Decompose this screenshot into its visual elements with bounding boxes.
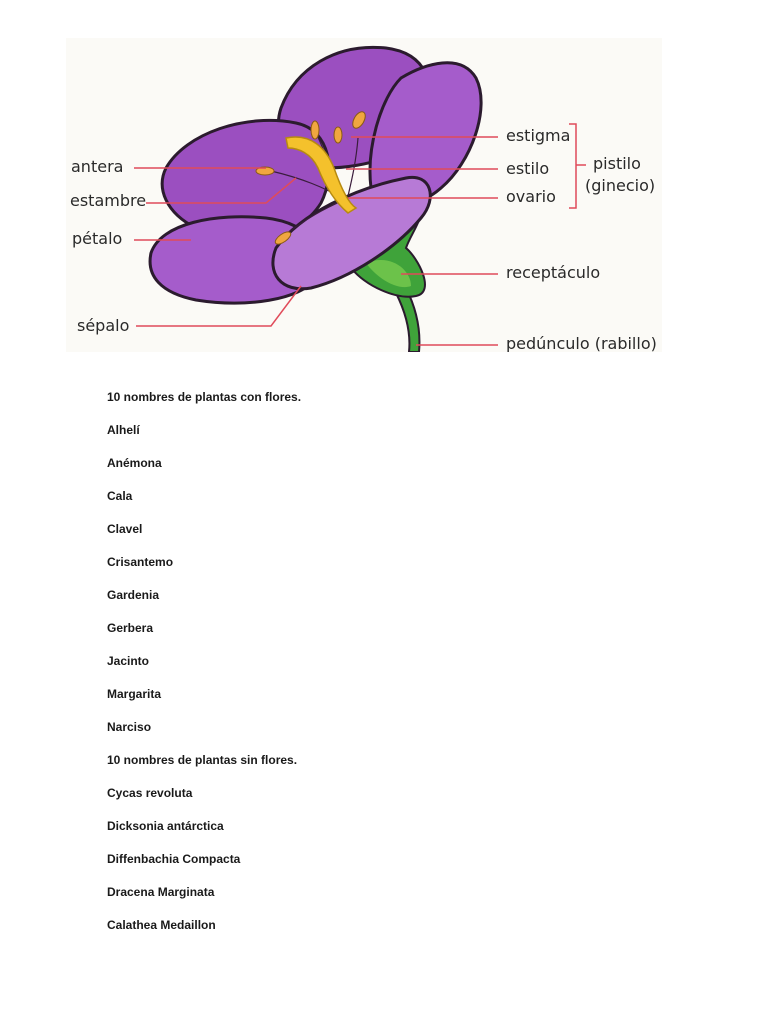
list-item: Jacinto — [107, 654, 150, 668]
label-ginecio: (ginecio) — [585, 176, 656, 195]
flower-diagram — [66, 38, 662, 352]
list-item: Anémona — [107, 456, 162, 470]
anther-5 — [334, 127, 342, 143]
list-item: Margarita — [107, 687, 162, 701]
label-antera: antera — [71, 157, 124, 176]
list-item: Diffenbachia Compacta — [107, 852, 241, 866]
label-pedunculo: pedúnculo (rabillo) — [506, 334, 657, 352]
label-estigma: estigma — [506, 126, 571, 145]
label-estambre: estambre — [70, 191, 147, 210]
with-flowers-title: 10 nombres de plantas con flores. — [107, 390, 302, 404]
plant-lists — [107, 388, 301, 949]
label-receptaculo: receptáculo — [506, 263, 601, 282]
label-petalo: pétalo — [72, 229, 123, 248]
without-flowers-title: 10 nombres de plantas sin flores. — [107, 753, 298, 767]
list-item: Clavel — [107, 522, 143, 536]
list-item: Gerbera — [107, 621, 154, 635]
list-item: Narciso — [107, 720, 152, 734]
list-item: Gardenia — [107, 588, 160, 602]
label-ovario: ovario — [506, 187, 556, 206]
anther-3 — [311, 121, 319, 139]
list-item: Calathea Medaillon — [107, 918, 216, 932]
list-item: Dicksonia antárctica — [107, 819, 224, 833]
label-sepalo: sépalo — [77, 316, 130, 335]
list-item: Dracena Marginata — [107, 885, 215, 899]
flower-diagram-svg — [66, 38, 662, 352]
list-item: Alhelí — [107, 423, 140, 437]
list-item: Cycas revoluta — [107, 786, 193, 800]
label-pistilo: pistilo — [593, 154, 641, 173]
list-item: Cala — [107, 489, 133, 503]
list-item: Crisantemo — [107, 555, 174, 569]
label-estilo: estilo — [506, 159, 550, 178]
